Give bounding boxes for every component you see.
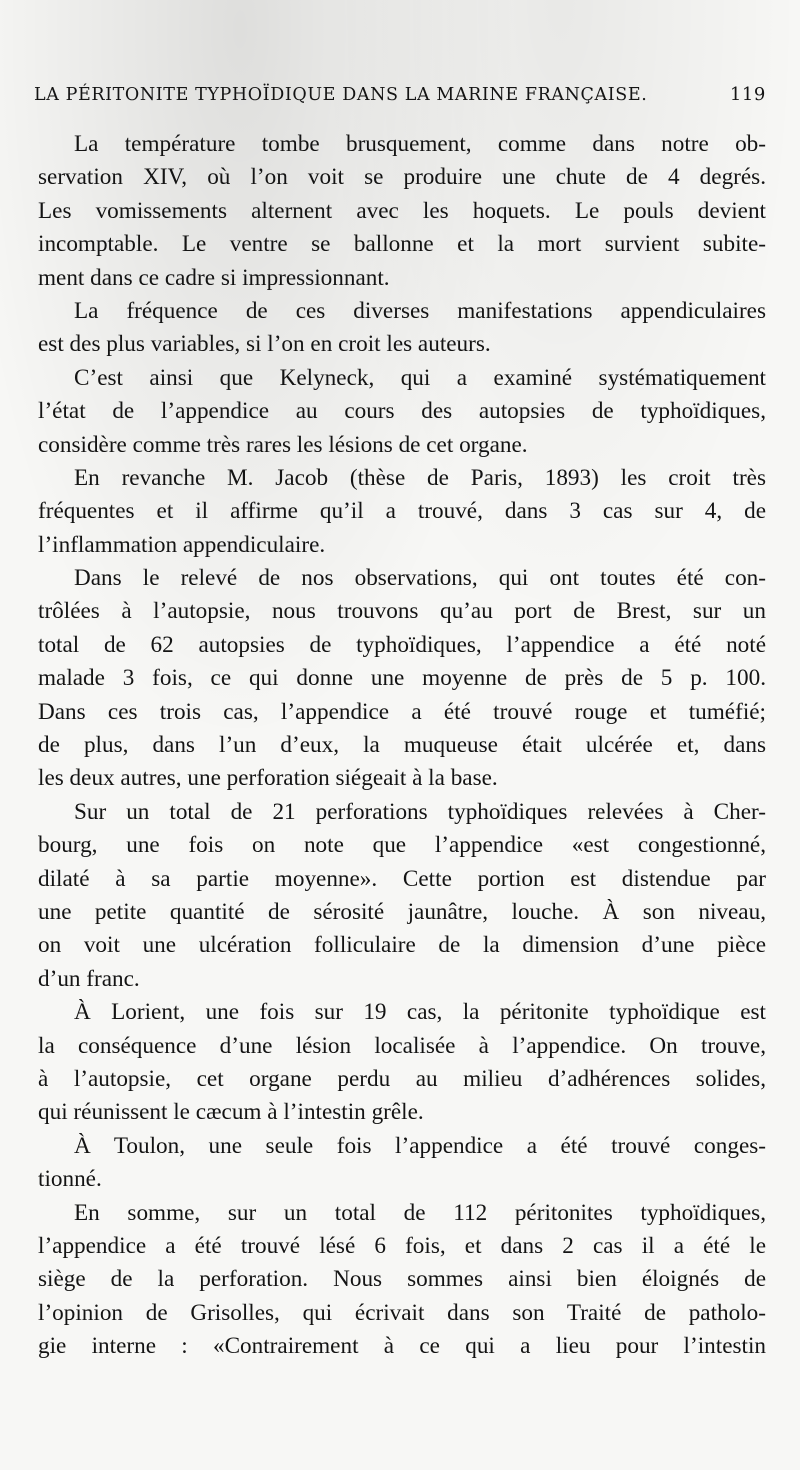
text-line: En revanche M. Jacob (thèse de Paris, 1893) les croit très (74, 464, 766, 491)
text-line: l’inflammation appendiculaire. (38, 531, 326, 558)
text-line: dilaté à sa partie moyenne». Cette portion est distendue par (38, 865, 766, 892)
text-line: est des plus variables, si l’on en croit les auteurs. (38, 331, 491, 358)
text-line: Sur un total de 21 perforations typhoïdiques relevées à Cher- (74, 798, 766, 825)
text-line: trôlées à l’autopsie, nous trouvons qu’au port de Brest, sur un (38, 598, 766, 625)
text-line: la conséquence d’une lésion localisée à l’appendice. On trouve, (38, 1032, 766, 1059)
text-line: Dans le relevé de nos observations, qui ont toutes été con- (74, 565, 766, 592)
text-line: bourg, une fois on note que l’appendice «est congestionné, (38, 832, 766, 859)
page-number: 119 (729, 84, 766, 105)
text-line: Les vomissements alternent avec les hoquets. Le pouls devient (38, 197, 766, 224)
text-line: considère comme très rares les lésions de cet organe. (38, 431, 528, 458)
text-line: à l’autopsie, cet organe perdu au milieu d’adhérences solides, (38, 1065, 766, 1092)
text-line: malade 3 fois, ce qui donne une moyenne de près de 5 p. 100. (38, 665, 766, 692)
text-line: d’un franc. (38, 965, 140, 992)
running-title: LA PÉRITONITE TYPHOÏDIQUE DANS LA MARINE FRANÇAISE. (34, 85, 648, 105)
running-head (34, 84, 766, 114)
text-line: incomptable. Le ventre se ballonne et la mort survient subite- (38, 231, 766, 258)
text-line: de plus, dans l’un d’eux, la muqueuse était ulcérée et, dans (38, 732, 766, 759)
text-line: C’est ainsi que Kelyneck, qui a examiné systématiquement (74, 364, 766, 391)
text-line: total de 62 autopsies de typhoïdiques, l’appendice a été noté (38, 631, 766, 658)
text-line: Dans ces trois cas, l’appendice a été trouvé rouge et tuméfié; (38, 698, 766, 725)
text-line: gie interne : «Contrairement à ce qui a lieu pour l’intestin (38, 1333, 766, 1360)
text-line: ment dans ce cadre si impressionnant. (38, 264, 390, 291)
text-line: En somme, sur un total de 112 péritonites typhoïdiques, (74, 1199, 766, 1226)
text-line: À Lorient, une fois sur 19 cas, la péritonite typhoïdique est (74, 999, 766, 1026)
body-text (38, 128, 766, 1363)
text-line: l’appendice a été trouvé lésé 6 fois, et dans 2 cas il a été le (38, 1232, 766, 1259)
text-line: l’état de l’appendice au cours des autopsies de typhoïdiques, (38, 398, 766, 425)
text-line: siège de la perforation. Nous sommes ainsi bien éloignés de (38, 1266, 766, 1293)
text-line: La température tombe brusquement, comme dans notre ob- (74, 131, 766, 157)
text-line: servation XIV, où l’on voit se produire une chute de 4 degrés. (38, 164, 766, 191)
text-line: La fréquence de ces diverses manifestations appendiculaires (74, 297, 766, 324)
text-line: on voit une ulcération folliculaire de la dimension d’une pièce (38, 932, 766, 959)
text-line: qui réunissent le cæcum à l’intestin grêle. (38, 1099, 424, 1126)
text-line: À Toulon, une seule fois l’appendice a été trouvé conges- (74, 1132, 766, 1159)
text-line: une petite quantité de sérosité jaunâtre, louche. À son niveau, (38, 898, 766, 925)
text-line: l’opinion de Grisolles, qui écrivait dans son Traité de patholo- (38, 1299, 766, 1326)
text-line: tionné. (38, 1166, 102, 1193)
text-line: les deux autres, une perforation siégeait à la base. (38, 765, 498, 792)
text-line: fréquentes et il affirme qu’il a trouvé, dans 3 cas sur 4, de (38, 498, 766, 525)
